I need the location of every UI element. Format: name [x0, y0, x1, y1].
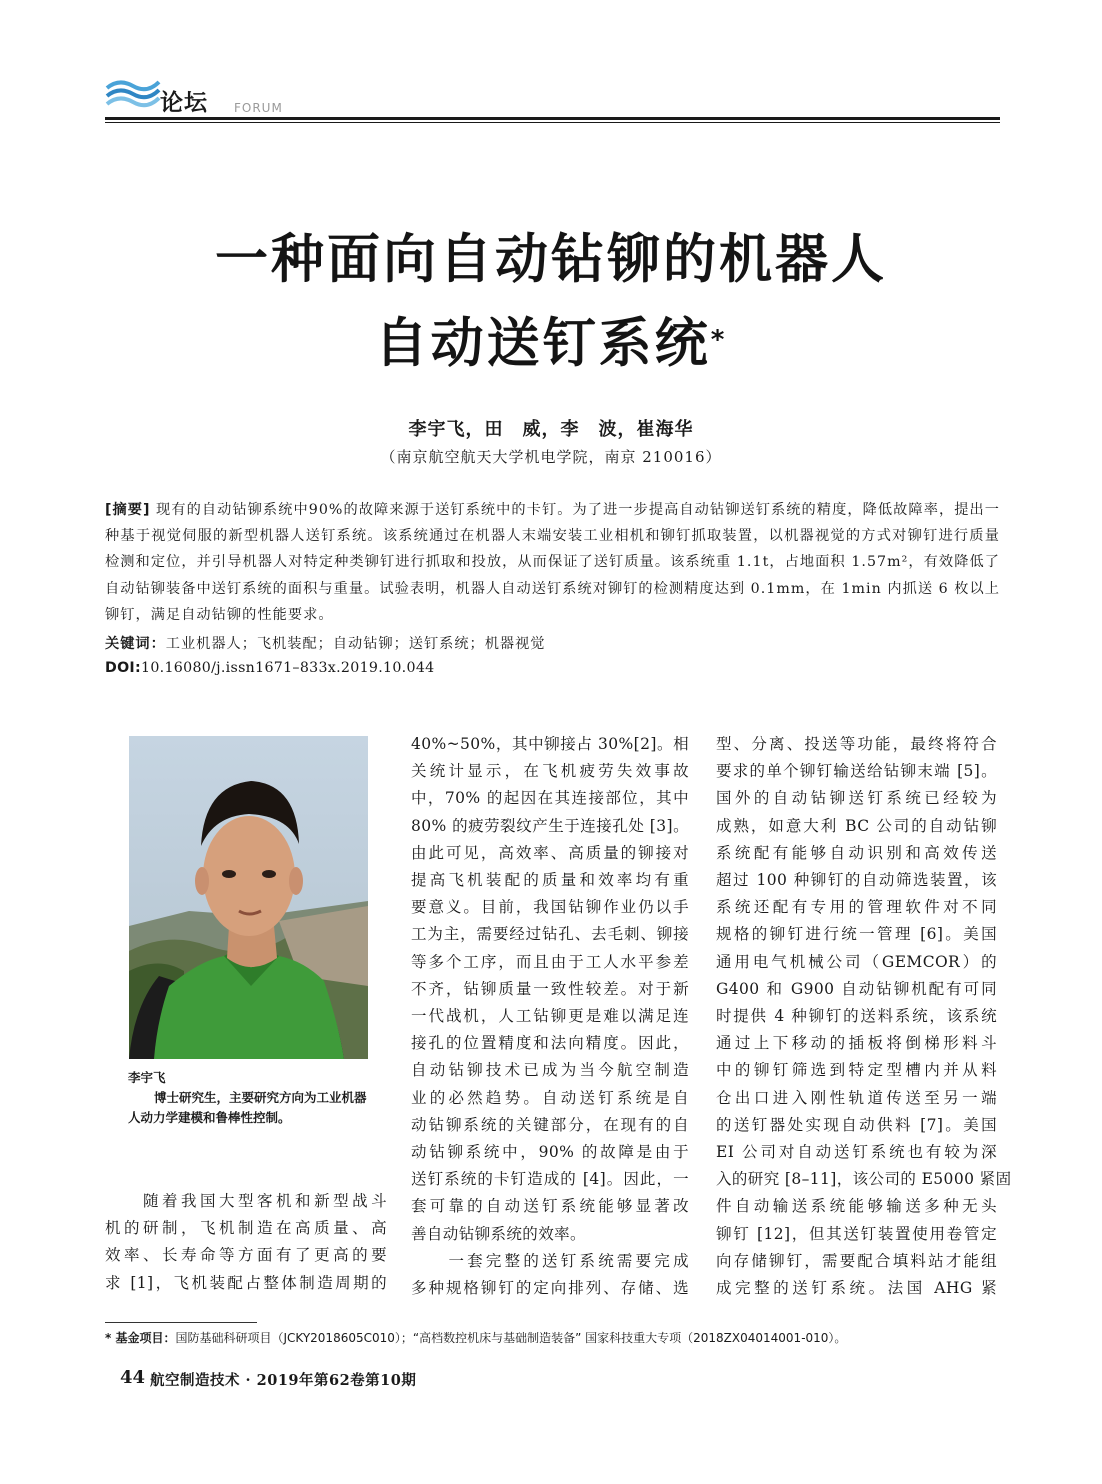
abstract-label: [摘要] [105, 502, 151, 518]
header-rule [105, 117, 1000, 120]
body-line: 套可靠的自动送钉系统能够显著改 [411, 1197, 689, 1216]
body-line: 一代战机，人工钻铆更是难以满足连 [411, 1007, 689, 1026]
body-line: 业的必然趋势。自动送钉系统是自 [411, 1088, 689, 1107]
body-line: 工为主，需要经过钻孔、去毛刺、铆接 [411, 925, 689, 944]
body-line: 关统计显示，在飞机疲劳失效事故 [411, 762, 689, 781]
article-title-line1: 一种面向自动钻铆的机器人 [215, 229, 887, 290]
doi-text: 10.16080/j.issn1671–833x.2019.10.044 [141, 660, 435, 676]
page-number: 44 [120, 1367, 146, 1388]
body-line: 时提供 4 种铆钉的送料系统，该系统 [716, 1007, 997, 1026]
body-line: 铆钉 [12]，但其送钉装置使用卷管定 [716, 1224, 997, 1243]
body-line: 系统配有能够自动识别和高效传送 [716, 843, 997, 862]
body-line: 自动钻铆技术已成为当今航空制造 [411, 1061, 689, 1080]
body-line: 等多个工序，而且由于工人水平参差 [411, 952, 689, 971]
body-line: 机的研制，飞机制造在高质量、高 [105, 1219, 387, 1238]
body-line: 向存储铆钉，需要配合填料站才能组 [716, 1251, 997, 1270]
forum-wave-logo-icon [105, 74, 161, 112]
body-line: 成熟，如意大利 BC 公司的自动钻铆 [716, 816, 997, 835]
body-line: G400 和 G900 自动钻铆机配有可同 [716, 979, 997, 998]
body-column-1 [105, 1188, 387, 1297]
keywords-label: 关键词： [105, 636, 166, 652]
body-line: 入的研究 [8–11]，该公司的 E5000 紧固 [716, 1170, 1012, 1189]
body-line: 件自动输送系统能够输送多种无头 [716, 1197, 997, 1216]
author-photo [129, 736, 368, 1059]
abstract [105, 497, 1000, 628]
body-line: 善自动钻铆系统的效率。 [411, 1224, 586, 1243]
body-line: 超过 100 种铆钉的自动筛选装置，该 [716, 871, 997, 890]
body-line: 一套完整的送钉系统需要完成 [411, 1251, 689, 1270]
footnote-text: 国防基础科研项目（JCKY2018605C010）；“高档数控机床与基础制造装备” 国家科技重大专项（2018ZX04014001-010）。 [175, 1331, 847, 1345]
keywords-text: 工业机器人；飞机装配；自动钻铆；送钉系统；机器视觉 [165, 636, 546, 652]
body-line: 40%~50%，其中铆接占 30%[2]。相 [411, 735, 689, 753]
body-line: 随着我国大型客机和新型战斗 [105, 1192, 387, 1210]
body-line: 中，70% 的起因在其连接部位，其中 [411, 789, 689, 808]
article-title-line2: 自动送钉系统* [374, 313, 728, 374]
body-line: 效率、长寿命等方面有了更高的要 [105, 1246, 387, 1265]
body-line: 通过上下移动的插板将倒梯形料斗 [716, 1034, 997, 1053]
body-line: 成完整的送钉系统。法国 AHG 紧 [716, 1279, 997, 1298]
body-line: 提高飞机装配的质量和效率均有重 [411, 871, 689, 890]
body-line: 要求的单个铆钉输送给钻铆末端 [5]。 [716, 762, 997, 781]
body-line: 国外的自动钻铆送钉系统已经较为 [716, 789, 997, 808]
body-line: 的送钉器处实现自动供料 [7]。美国 [716, 1115, 997, 1134]
body-column-3 [716, 731, 1012, 1302]
journal-info: 航空制造技术 · 2019年第62卷第10期 [150, 1372, 417, 1389]
body-line: 仓出口进入刚性轨道传送至另一端 [716, 1088, 997, 1107]
body-line: 系统还配有专用的管理软件对不同 [716, 898, 997, 917]
body-line: 中的铆钉筛选到特定型槽内并从料 [716, 1061, 997, 1080]
body-line: 通用电气机械公司（GEMCOR）的 [716, 952, 997, 971]
body-line: 80% 的疲劳裂纹产生于连接孔处 [3]。 [411, 816, 689, 835]
header-rule-thin [105, 122, 1000, 123]
body-line: 要意义。目前，我国钻铆作业仍以手 [411, 898, 689, 917]
doi-label: DOI: [105, 660, 141, 676]
body-line: 送钉系统的卡钉造成的 [4]。因此，一 [411, 1170, 689, 1189]
body-line: 型、分离、投送等功能，最终将符合 [716, 735, 997, 753]
body-line: 规格的铆钉进行统一管理 [6]。美国 [716, 925, 997, 944]
body-line: 求 [1]，飞机装配占整体制造周期的 [105, 1273, 387, 1292]
body-line: 动钻铆系统中，90% 的故障是由于 [411, 1143, 689, 1162]
footnote-label: * 基金项目： [105, 1331, 176, 1345]
bio-text: 博士研究生，主要研究方向为工业机器人动力学建模和鲁棒性控制。 [128, 1090, 367, 1125]
bio-name: 李宇飞 [128, 1070, 166, 1085]
body-line: EI 公司对自动送钉系统也有较为深 [716, 1143, 997, 1162]
body-line: 由此可见，高效率、高质量的铆接对 [411, 843, 689, 862]
affiliation: （南京航空航天大学机电学院，南京 210016） [380, 448, 722, 466]
section-title-en: FORUM [234, 101, 283, 115]
body-column-2 [411, 731, 689, 1302]
abstract-text: 现有的自动钻铆系统中90%的故障来源于送钉系统中的卡钉。为了进一步提高自动钻铆送钉系统的精度，降低故障率，提出一种基于视觉伺服的新型机器人送钉系统。该系统通过在机器人末端安装工业相机和铆钉抓取装置，以机器视觉的方式对铆钉进行质量检测和定位，并引导机器人对特定种类铆钉进行抓取和投放，从而保证了送钉质量。该系统重 1.1t，占地面积 1.57m²，有效降低了自动钻铆装备中送钉系统的面积与重量。试验表明，机器人自动送钉系统对铆钉的检测精度达到 0.1mm，在 1min 内抓送 6 枚以上铆钉，满足自动钻铆的性能要求。 [105, 502, 1001, 623]
footnote-rule [105, 1322, 257, 1323]
keywords [105, 633, 1000, 653]
doi [105, 660, 434, 676]
title-footnote-mark: * [710, 325, 728, 355]
body-line: 多种规格铆钉的定向排列、存储、选 [411, 1279, 689, 1298]
section-title: 论坛 [160, 90, 208, 116]
footnote [105, 1329, 846, 1346]
body-line: 接孔的位置精度和法向精度。因此， [411, 1034, 689, 1053]
body-line: 动钻铆系统的关键部分，在现有的自 [411, 1115, 689, 1134]
body-line: 不齐，钻铆质量一致性较差。对于新 [411, 979, 689, 998]
authors: 李宇飞，田 威，李 波，崔海华 [408, 419, 694, 440]
